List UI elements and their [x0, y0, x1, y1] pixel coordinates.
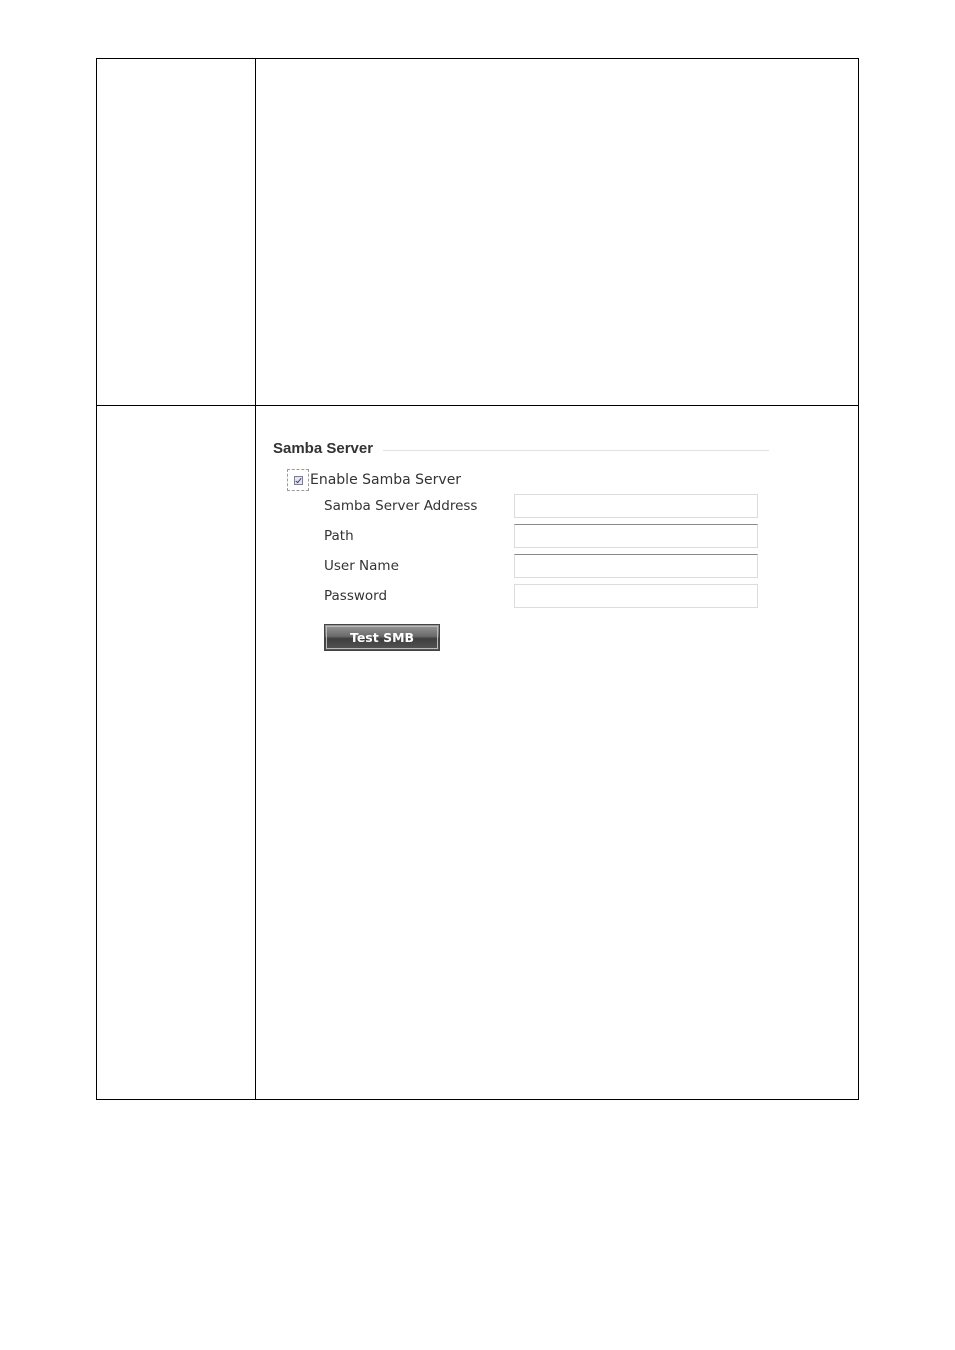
- field-row-server-address: [324, 494, 769, 519]
- path-label: Path: [324, 528, 354, 544]
- section-divider: [383, 450, 769, 451]
- enable-samba-checkbox[interactable]: [294, 476, 303, 485]
- server-address-label: Samba Server Address: [324, 498, 478, 514]
- table-cell-bottom-right: [256, 406, 858, 1099]
- table-cell-top-left: [97, 59, 255, 405]
- samba-server-panel: [273, 440, 769, 660]
- user-name-label: User Name: [324, 558, 399, 574]
- server-address-input[interactable]: [514, 494, 758, 518]
- enable-samba-checkbox-focus[interactable]: [287, 469, 309, 491]
- user-name-input[interactable]: [514, 554, 758, 578]
- path-input[interactable]: [514, 524, 758, 548]
- password-label: Password: [324, 588, 388, 604]
- table-cell-bottom-left: [97, 406, 255, 1099]
- enable-samba-row[interactable]: [287, 468, 461, 492]
- field-row-user-name: [324, 554, 769, 579]
- field-row-path: [324, 524, 769, 549]
- test-smb-button[interactable]: Test SMB: [324, 624, 440, 651]
- password-input[interactable]: [514, 584, 758, 608]
- document-table: [96, 58, 859, 1100]
- field-row-password: [324, 584, 769, 609]
- enable-samba-label[interactable]: Enable Samba Server: [310, 472, 462, 488]
- section-title: Samba Server: [273, 440, 374, 457]
- table-cell-top-right: [256, 59, 858, 405]
